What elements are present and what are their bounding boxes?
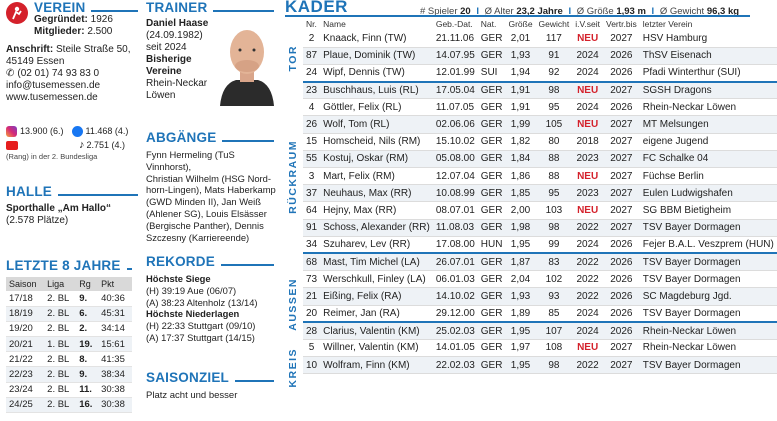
- kader-cell: 73: [303, 271, 320, 288]
- season-cell: 2. BL: [44, 382, 76, 397]
- kader-group-label: [285, 268, 301, 341]
- kader-cell: 2,01: [505, 30, 535, 47]
- kader-header-cell: Größe: [508, 19, 533, 29]
- web-link[interactable]: www.tusemessen.de: [6, 92, 98, 103]
- kader-cell: 17.08.00: [433, 236, 478, 253]
- abgaenge-line: (Bergische Panther), Dennis: [146, 219, 264, 231]
- kader-cell: 20: [303, 305, 320, 322]
- kader-cell: 17.05.04: [433, 82, 478, 99]
- kader-cell: 2018: [572, 133, 603, 150]
- kader-cell: GER: [478, 30, 506, 47]
- season-cell: 8.: [76, 352, 98, 367]
- kader-cell: 2024: [572, 99, 603, 116]
- season-cell: 1. BL: [44, 337, 76, 352]
- kader-cell: 22.02.03: [433, 357, 478, 374]
- kader-cell: GER: [478, 339, 506, 356]
- kader-cell: 91: [536, 47, 573, 64]
- kader-row: [303, 288, 777, 305]
- trainer-photo: [218, 18, 276, 106]
- kader-cell: 2,04: [505, 271, 535, 288]
- season-cell: 11.: [76, 382, 98, 397]
- kader-cell: 29.12.00: [433, 305, 478, 322]
- kader-row: [303, 133, 777, 150]
- kader-cell: Schoss, Alexander (RR): [320, 219, 433, 236]
- kader-cell: 2026: [603, 64, 640, 81]
- kader-group-label-text: KREIS: [287, 347, 299, 388]
- kader-cell: 2026: [603, 236, 640, 253]
- kader-cell: 1,82: [505, 133, 535, 150]
- kader-cell: 99: [536, 236, 573, 253]
- season-cell: 2. BL: [44, 397, 76, 412]
- kader-cell: 85: [536, 305, 573, 322]
- kader-cell: 14.01.05: [433, 339, 478, 356]
- kader-cell: NEU: [572, 339, 603, 356]
- kader-row: [303, 202, 777, 219]
- kader-cell: 2027: [603, 202, 640, 219]
- kader-cell: 15: [303, 133, 320, 150]
- kader-cell: 102: [536, 271, 573, 288]
- club-logo-icon: [6, 2, 28, 24]
- season-cell: 16.: [76, 397, 98, 412]
- season-cell: 30:38: [98, 382, 132, 397]
- kader-row: [303, 322, 777, 339]
- season-cell: 19/20: [6, 321, 44, 336]
- abgaenge-line: Szczesny (Karriereende): [146, 231, 250, 243]
- kader-row: [303, 305, 777, 322]
- kader-cell: 95: [536, 185, 573, 202]
- kader-table: [303, 18, 777, 374]
- kader-cell: 91: [303, 219, 320, 236]
- kader-cell: 2022: [572, 253, 603, 270]
- season-cell: 2. BL: [44, 352, 76, 367]
- season-row: [6, 321, 132, 336]
- kader-cell: 2027: [603, 168, 640, 185]
- letzte-title: LETZTE 8 JAHRE: [6, 258, 132, 273]
- kader-cell: 02.06.06: [433, 116, 478, 133]
- abgaenge-title: ABGÄNGE: [146, 130, 274, 145]
- kader-cell: SGSH Dragons: [640, 82, 777, 99]
- kader-cell: 1,89: [505, 305, 535, 322]
- kader-cell: 88: [536, 168, 573, 185]
- kader-cell: Fejer B.A.L. Veszprem (HUN): [640, 236, 777, 253]
- kader-cell: Knaack, Finn (TW): [320, 30, 433, 47]
- season-cell: 30:38: [98, 397, 132, 412]
- kader-cell: 117: [536, 30, 573, 47]
- kader-cell: MT Melsungen: [640, 116, 777, 133]
- kader-cell: 107: [536, 322, 573, 339]
- kader-cell: 23: [303, 82, 320, 99]
- kader-cell: 103: [536, 202, 573, 219]
- kader-cell: 80: [536, 133, 573, 150]
- kader-cell: GER: [478, 99, 506, 116]
- kader-cell: Szuharev, Lev (RR): [320, 236, 433, 253]
- season-cell: 20/21: [6, 337, 44, 352]
- kader-cell: 06.01.03: [433, 271, 478, 288]
- kader-cell: NEU: [572, 30, 603, 47]
- kader-row: [303, 47, 777, 64]
- season-cell: 2. BL: [44, 306, 76, 321]
- kader-cell: 1,95: [505, 236, 535, 253]
- kader-cell: Buschhaus, Luis (RL): [320, 82, 433, 99]
- kader-cell: TSV Bayer Dormagen: [640, 253, 777, 270]
- kader-cell: 1,95: [505, 322, 535, 339]
- column-kader: [285, 0, 774, 388]
- kader-cell: ThSV Eisenach: [640, 47, 777, 64]
- kader-cell: Reimer, Jan (RA): [320, 305, 433, 322]
- kader-cell: 1,91: [505, 99, 535, 116]
- kader-cell: 34: [303, 236, 320, 253]
- kader-cell: Eulen Ludwigshafen: [640, 185, 777, 202]
- season-cell: 6.: [76, 306, 98, 321]
- kader-row: [303, 219, 777, 236]
- kader-cell: 08.07.01: [433, 202, 478, 219]
- season-cell: 9.: [76, 367, 98, 382]
- kader-cell: GER: [478, 305, 506, 322]
- kader-cell: SG BBM Bietigheim: [640, 202, 777, 219]
- kader-cell: 14.07.95: [433, 47, 478, 64]
- youtube-icon: [6, 141, 18, 150]
- kader-cell: Rhein-Neckar Löwen: [640, 322, 777, 339]
- kader-cell: 1,87: [505, 253, 535, 270]
- halle-info: Sporthalle „Am Hallo“ (2.578 Plätze): [6, 203, 112, 226]
- kader-group-label: [285, 340, 301, 395]
- kader-cell: Werschkull, Finley (LA): [320, 271, 433, 288]
- kader-row: [303, 236, 777, 253]
- season-cell: 2.: [76, 321, 98, 336]
- kader-row: [303, 185, 777, 202]
- kader-cell: 1,94: [505, 64, 535, 81]
- kader-header-cell: Vertr.bis: [606, 19, 637, 29]
- phone-icon: ✆: [6, 68, 15, 79]
- abgaenge-line: (GWD Minden II), Jan Weiß: [146, 196, 261, 208]
- kader-cell: Mast, Tim Michel (LA): [320, 253, 433, 270]
- kader-cell: 2026: [603, 288, 640, 305]
- kader-cell: 92: [536, 64, 573, 81]
- kader-cell: Hejny, Max (RR): [320, 202, 433, 219]
- kader-cell: Mart, Felix (RM): [320, 168, 433, 185]
- kader-cell: 2027: [603, 357, 640, 374]
- trainer-title: TRAINER: [146, 0, 274, 15]
- kader-cell: 26.07.01: [433, 253, 478, 270]
- kader-cell: 28: [303, 322, 320, 339]
- kader-cell: GER: [478, 322, 506, 339]
- verein-title: VEREIN: [34, 0, 138, 15]
- kader-cell: 93: [536, 288, 573, 305]
- kader-row: [303, 99, 777, 116]
- kader-cell: Clarius, Valentin (KM): [320, 322, 433, 339]
- kader-cell: Füchse Berlin: [640, 168, 777, 185]
- kader-cell: 26: [303, 116, 320, 133]
- kader-cell: 2: [303, 30, 320, 47]
- kader-cell: 2024: [572, 322, 603, 339]
- kader-header-cell: Geb.-Dat.: [435, 19, 473, 29]
- season-cell: 18/19: [6, 306, 44, 321]
- kader-cell: 2027: [603, 219, 640, 236]
- kader-cell: GER: [478, 202, 506, 219]
- season-cell: 41:35: [98, 352, 132, 367]
- kader-cell: GER: [478, 185, 506, 202]
- kader-cell: 83: [536, 253, 573, 270]
- kader-cell: 1,93: [505, 288, 535, 305]
- facebook-icon: [72, 126, 83, 137]
- kader-cell: GER: [478, 133, 506, 150]
- trainer-info: Daniel Haase (24.09.1982) seit 2024 Bisherige Vereine Rhein-Neckar Löwen: [146, 18, 209, 101]
- kader-cell: 10: [303, 357, 320, 374]
- kader-cell: 2026: [603, 99, 640, 116]
- kader-cell: 55: [303, 150, 320, 167]
- kader-cell: 1,91: [505, 82, 535, 99]
- kader-cell: 12.01.99: [433, 64, 478, 81]
- saisonziel-text: Platz acht und besser: [146, 390, 238, 401]
- kader-cell: 2024: [572, 47, 603, 64]
- kader-row: [303, 271, 777, 288]
- kader-cell: NEU: [572, 168, 603, 185]
- season-cell: 2. BL: [44, 367, 76, 382]
- kader-cell: Pfadi Winterthur (SUI): [640, 64, 777, 81]
- season-row: [6, 397, 132, 412]
- season-cell: 23/24: [6, 382, 44, 397]
- kader-cell: 88: [536, 150, 573, 167]
- kader-cell: 14.10.02: [433, 288, 478, 305]
- season-row: [6, 291, 132, 306]
- kader-cell: 64: [303, 202, 320, 219]
- kader-cell: 1,85: [505, 185, 535, 202]
- rekorde-text: Höchste Siege (H) 39:19 Aue (06/07) (A) 38:23 Altenholz (13/14) Höchste Niederlagen (H) 22:33 Stuttgart (09/10) (A) 17:37 Stuttgart (14/15): [146, 273, 258, 343]
- kader-cell: 2024: [572, 305, 603, 322]
- season-row: [6, 352, 132, 367]
- kader-cell: GER: [478, 271, 506, 288]
- season-cell: 2. BL: [44, 291, 76, 306]
- kader-cell: 1,97: [505, 339, 535, 356]
- kader-cell: eigene Jugend: [640, 133, 777, 150]
- kader-cell: NEU: [572, 202, 603, 219]
- kader-cell: 37: [303, 185, 320, 202]
- kader-cell: 2026: [603, 47, 640, 64]
- kader-cell: 98: [536, 357, 573, 374]
- season-header-cell: Liga: [44, 277, 76, 291]
- kader-cell: 87: [303, 47, 320, 64]
- kader-cell: TSV Bayer Dormagen: [640, 271, 777, 288]
- kader-cell: GER: [478, 150, 506, 167]
- kader-cell: 105: [536, 116, 573, 133]
- kader-cell: Willner, Valentin (KM): [320, 339, 433, 356]
- kader-cell: Göttler, Felix (RL): [320, 99, 433, 116]
- kader-row: [303, 64, 777, 81]
- kader-cell: 1,99: [505, 116, 535, 133]
- kader-cell: 2023: [572, 185, 603, 202]
- abgaenge-line: Christian Wilhelm (HSG Nord-: [146, 172, 272, 184]
- season-header-cell: Pkt: [98, 277, 132, 291]
- season-cell: 9.: [76, 291, 98, 306]
- kader-cell: GER: [478, 219, 506, 236]
- kader-row: [303, 357, 777, 374]
- season-cell: 24/25: [6, 397, 44, 412]
- kader-row: [303, 339, 777, 356]
- kader-cell: 11.08.03: [433, 219, 478, 236]
- kader-group-label: [285, 31, 301, 86]
- kader-row: [303, 30, 777, 47]
- abgaenge-line: (Ahlener SG), Louis Elsässer: [146, 207, 267, 219]
- kader-cell: 21: [303, 288, 320, 305]
- season-cell: 38:34: [98, 367, 132, 382]
- season-cell: 19.: [76, 337, 98, 352]
- saisonziel-title: SAISONZIEL: [146, 370, 274, 385]
- verein-info: Gegründet: 1926 Mitglieder: 2.500: [34, 14, 113, 37]
- kader-row: [303, 168, 777, 185]
- season-row: [6, 306, 132, 321]
- kader-cell: 12.07.04: [433, 168, 478, 185]
- kader-cell: 2027: [603, 30, 640, 47]
- kader-cell: Wolf, Tom (RL): [320, 116, 433, 133]
- kader-cell: Kostuj, Oskar (RM): [320, 150, 433, 167]
- abgaenge-line: Fynn Hermeling (TuS Vinnhorst),: [146, 149, 235, 172]
- kader-cell: Rhein-Neckar Löwen: [640, 339, 777, 356]
- kader-group-label-text: RÜCKRAUM: [287, 139, 299, 214]
- kader-row: [303, 82, 777, 99]
- kader-header-cell: Nr.: [306, 19, 317, 29]
- kader-cell: 2022: [572, 271, 603, 288]
- tiktok-icon: ♪: [79, 139, 85, 151]
- kader-cell: GER: [478, 116, 506, 133]
- kader-stats: # Spieler 20 I Ø Alter 23,2 Jahre I Ø Größe 1,93 m I Ø Gewicht 96,3 kg: [420, 6, 740, 17]
- season-row: [6, 337, 132, 352]
- kader-cell: 4: [303, 99, 320, 116]
- season-header-cell: Rg: [76, 277, 98, 291]
- kader-cell: TSV Bayer Dormagen: [640, 305, 777, 322]
- kader-group-label: [285, 86, 301, 268]
- kader-cell: 1,93: [505, 47, 535, 64]
- kader-cell: 11.07.05: [433, 99, 478, 116]
- kader-cell: GER: [478, 82, 506, 99]
- kader-header-cell: letzter Verein: [642, 19, 693, 29]
- kader-cell: 2026: [603, 322, 640, 339]
- kader-cell: TSV Bayer Dormagen: [640, 357, 777, 374]
- kader-cell: 2023: [572, 150, 603, 167]
- kader-cell: 2027: [603, 150, 640, 167]
- kader-cell: SC Magdeburg Jgd.: [640, 288, 777, 305]
- season-row: [6, 367, 132, 382]
- instagram-icon: [6, 126, 17, 137]
- kader-cell: 24: [303, 64, 320, 81]
- kader-cell: 2027: [603, 339, 640, 356]
- kader-group-label-text: AUSSEN: [287, 277, 299, 331]
- kader-cell: 2022: [572, 219, 603, 236]
- kader-cell: 15.10.02: [433, 133, 478, 150]
- kader-cell: SUI: [478, 64, 506, 81]
- season-cell: 22/23: [6, 367, 44, 382]
- seasons-table: [6, 277, 132, 413]
- kader-cell: 1,84: [505, 150, 535, 167]
- kader-cell: 98: [536, 219, 573, 236]
- kader-header-cell: Name: [323, 19, 346, 29]
- kader-cell: HSV Hamburg: [640, 30, 777, 47]
- kader-cell: 2026: [603, 271, 640, 288]
- season-cell: 40:36: [98, 291, 132, 306]
- kader-cell: 21.11.06: [433, 30, 478, 47]
- kader-cell: GER: [478, 253, 506, 270]
- kader-cell: 68: [303, 253, 320, 270]
- kader-row: [303, 253, 777, 270]
- abgaenge-text: [146, 149, 276, 243]
- kader-cell: 2027: [603, 82, 640, 99]
- email-link[interactable]: info@tusemessen.de: [6, 80, 101, 91]
- season-cell: 17/18: [6, 291, 44, 306]
- kader-row: [303, 116, 777, 133]
- kader-cell: Rhein-Neckar Löwen: [640, 99, 777, 116]
- kader-cell: 2027: [603, 185, 640, 202]
- kader-cell: 108: [536, 339, 573, 356]
- kader-cell: NEU: [572, 116, 603, 133]
- season-header-cell: Saison: [6, 277, 44, 291]
- verein-address: Anschrift: Steile Straße 50, 45149 Essen ✆ (02 01) 74 93 83 0 info@tusemessen.de www.tusemessen.de: [6, 44, 138, 104]
- kader-header-cell: Nat.: [480, 19, 497, 29]
- season-cell: 45:31: [98, 306, 132, 321]
- season-cell: 15:61: [98, 337, 132, 352]
- kader-rule: [285, 15, 750, 17]
- season-row: [6, 382, 132, 397]
- kader-row: [303, 150, 777, 167]
- kader-cell: 2026: [603, 253, 640, 270]
- season-cell: 34:14: [98, 321, 132, 336]
- kader-cell: 95: [536, 99, 573, 116]
- abgaenge-line: horn-Lingen), Mats Haberkamp: [146, 184, 276, 196]
- halle-title: HALLE: [6, 184, 138, 199]
- kader-cell: Wipf, Dennis (TW): [320, 64, 433, 81]
- season-cell: 21/22: [6, 352, 44, 367]
- kader-cell: GER: [478, 168, 506, 185]
- kader-cell: Homscheid, Nils (RM): [320, 133, 433, 150]
- kader-cell: 98: [536, 82, 573, 99]
- social-media: 13.900 (6.) 11.468 (4.) ♪ 2.751 (4.) (Rang) in der 2. Bundesliga: [6, 126, 129, 161]
- kader-cell: Neuhaus, Max (RR): [320, 185, 433, 202]
- kader-title: KADER: [285, 0, 348, 16]
- kader-cell: Plaue, Dominik (TW): [320, 47, 433, 64]
- kader-cell: TSV Bayer Dormagen: [640, 219, 777, 236]
- kader-cell: 1,86: [505, 168, 535, 185]
- rekorde-title: REKORDE: [146, 254, 274, 269]
- kader-cell: GER: [478, 47, 506, 64]
- kader-cell: GER: [478, 357, 506, 374]
- kader-group-label-text: TOR: [287, 45, 299, 72]
- kader-cell: HUN: [478, 236, 506, 253]
- kader-cell: 2022: [572, 357, 603, 374]
- kader-cell: 2,00: [505, 202, 535, 219]
- kader-cell: Wolfram, Finn (KM): [320, 357, 433, 374]
- kader-header-cell: i.V.seit: [575, 19, 600, 29]
- kader-cell: 2022: [572, 288, 603, 305]
- kader-cell: 2024: [572, 236, 603, 253]
- kader-cell: 10.08.99: [433, 185, 478, 202]
- kader-header-cell: Gewicht: [538, 19, 570, 29]
- kader-cell: 2027: [603, 133, 640, 150]
- kader-cell: 2026: [603, 305, 640, 322]
- kader-cell: 1,98: [505, 219, 535, 236]
- kader-cell: 05.08.00: [433, 150, 478, 167]
- season-cell: 2. BL: [44, 321, 76, 336]
- kader-cell: GER: [478, 288, 506, 305]
- kader-cell: 1,95: [505, 357, 535, 374]
- kader-cell: 25.02.03: [433, 322, 478, 339]
- kader-cell: FC Schalke 04: [640, 150, 777, 167]
- kader-cell: 3: [303, 168, 320, 185]
- kader-cell: 5: [303, 339, 320, 356]
- kader-cell: 2027: [603, 116, 640, 133]
- kader-cell: 2024: [572, 64, 603, 81]
- kader-cell: Eißing, Felix (RA): [320, 288, 433, 305]
- kader-cell: NEU: [572, 82, 603, 99]
